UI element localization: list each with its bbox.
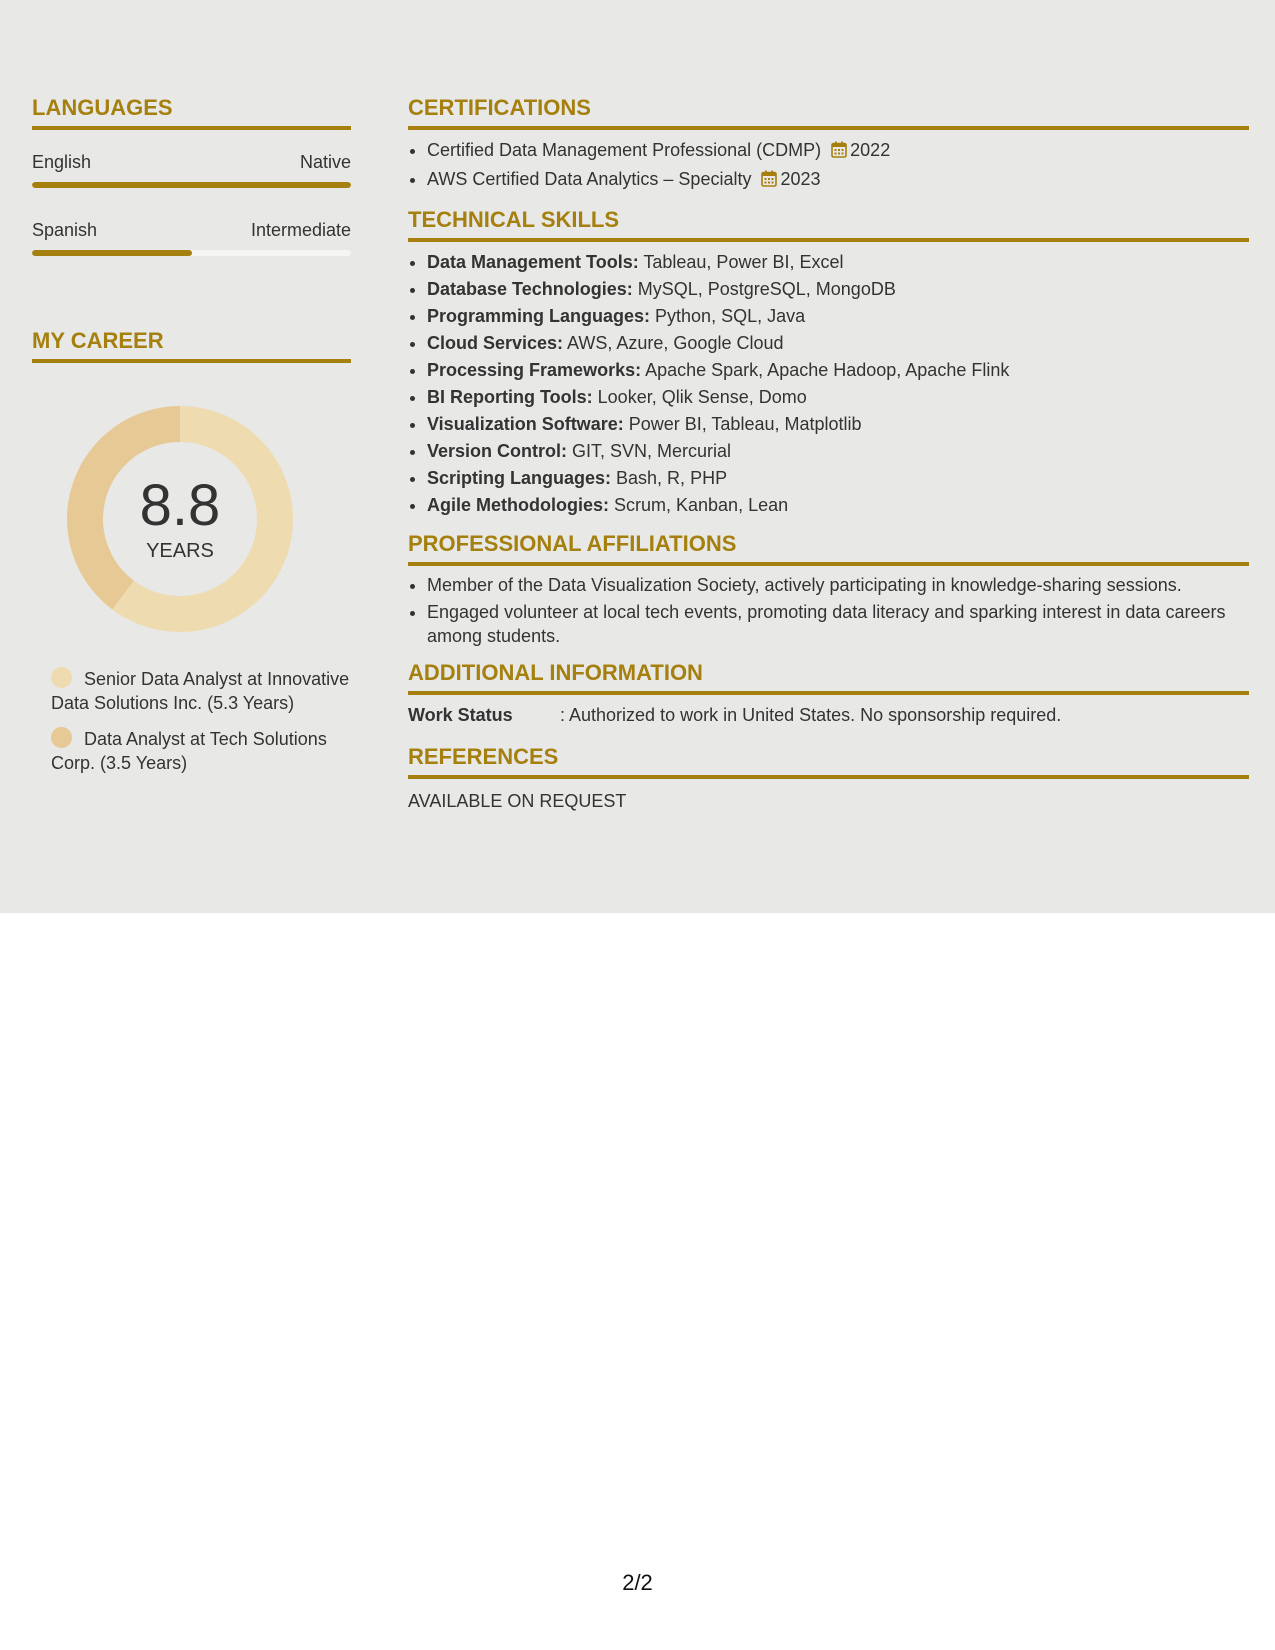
languages-title: LANGUAGES [32,94,351,130]
affiliations-list [408,573,1249,648]
career-role-label: Senior Data Analyst at Innovative Data Solutions Inc. (5.3 Years) [51,669,350,713]
technical-skills-list [408,249,1249,519]
certification-name: AWS Certified Data Analytics – Specialty [427,169,752,189]
career-total-years: 8.8 [139,473,221,538]
skill-item [427,384,1249,411]
affiliation-item: • Engaged volunteer at local tech events, promoting data literacy and sparking interest in data careers among students. [427,600,1249,648]
skill-item [427,411,1249,438]
certifications-title: CERTIFICATIONS [408,94,1249,130]
language-item-english [32,150,351,188]
certification-name: Certified Data Management Professional (CDMP) [427,140,822,160]
references-text: AVAILABLE ON REQUEST [408,791,627,811]
technical-skills-section [408,206,1249,519]
skill-value: Scrum, Kanban, Lean [609,495,789,515]
technical-skills-title: TECHNICAL SKILLS [408,206,1249,242]
language-proficiency-fill [32,250,192,256]
skill-label: Scripting Languages: [427,468,612,488]
page-number: 2/2 [622,1570,653,1595]
career-total-unit: YEARS [146,540,214,562]
skill-label: Cloud Services: [427,333,564,353]
affiliations-title: PROFESSIONAL AFFILIATIONS [408,530,1249,566]
skill-item [427,492,1249,519]
skill-item [427,303,1249,330]
skill-value: Tableau, Power BI, Excel [638,252,844,272]
skill-label: Programming Languages: [427,306,651,326]
work-status-value: : Authorized to work in United States. No sponsorship required. [560,705,1062,725]
work-status-row [408,703,1249,727]
certification-item [427,137,1249,166]
skill-item [427,249,1249,276]
calendar-icon [761,168,777,195]
skill-item [427,438,1249,465]
language-level: Native [299,152,351,172]
language-proficiency-bar [32,250,351,256]
languages-section [32,94,351,256]
references-section [408,743,1249,813]
career-legend-item [51,667,351,715]
skill-label: Agile Methodologies: [427,495,609,515]
certifications-list [408,137,1249,195]
language-name: Spanish [32,220,98,240]
language-proficiency-fill [32,182,351,188]
right-column [408,94,1249,813]
career-role-label: Data Analyst at Tech Solutions Corp. (3.5 Years) [51,729,327,773]
language-item-spanish [32,218,351,256]
skill-item [427,465,1249,492]
additional-info-title: ADDITIONAL INFORMATION [408,659,1249,695]
skill-value: Bash, R, PHP [611,468,728,488]
additional-info-section [408,659,1249,727]
career-title: MY CAREER [32,327,351,363]
skill-value: GIT, SVN, Mercurial [567,441,732,461]
career-legend [32,667,351,775]
skill-item [427,330,1249,357]
skill-label: Visualization Software: [427,414,624,434]
skill-label: Database Technologies: [427,279,633,299]
legend-dot-icon [51,667,72,688]
career-donut-chart [67,406,293,632]
language-name: English [32,152,92,172]
skill-value: Looker, Qlik Sense, Domo [592,387,807,407]
skill-label: Processing Frameworks: [427,360,642,380]
skill-value: Power BI, Tableau, Matplotlib [623,414,862,434]
affiliations-section [408,530,1249,648]
skill-value: Python, SQL, Java [650,306,806,326]
references-title: REFERENCES [408,743,1249,779]
career-legend-item [51,727,351,775]
skill-value: MySQL, PostgreSQL, MongoDB [632,279,896,299]
career-section [32,327,351,775]
certification-year: 2023 [780,169,821,189]
left-column [32,94,351,787]
language-proficiency-bar [32,182,351,188]
skill-item [427,276,1249,303]
skill-label: Data Management Tools: [427,252,639,272]
skill-value: AWS, Azure, Google Cloud [563,333,784,353]
certification-item [427,166,1249,195]
language-level: Intermediate [250,220,351,240]
affiliation-item: • Member of the Data Visualization Society, actively participating in knowledge-sharing sessions. [427,573,1249,597]
skill-label: BI Reporting Tools: [427,387,593,407]
skill-item [427,357,1249,384]
skill-value: Apache Spark, Apache Hadoop, Apache Flink [641,360,1010,380]
certifications-section [408,94,1249,195]
certification-year: 2022 [850,140,891,160]
work-status-key: Work Status [408,705,513,725]
skill-label: Version Control: [427,441,568,461]
legend-dot-icon [51,727,72,748]
calendar-icon [831,139,847,166]
